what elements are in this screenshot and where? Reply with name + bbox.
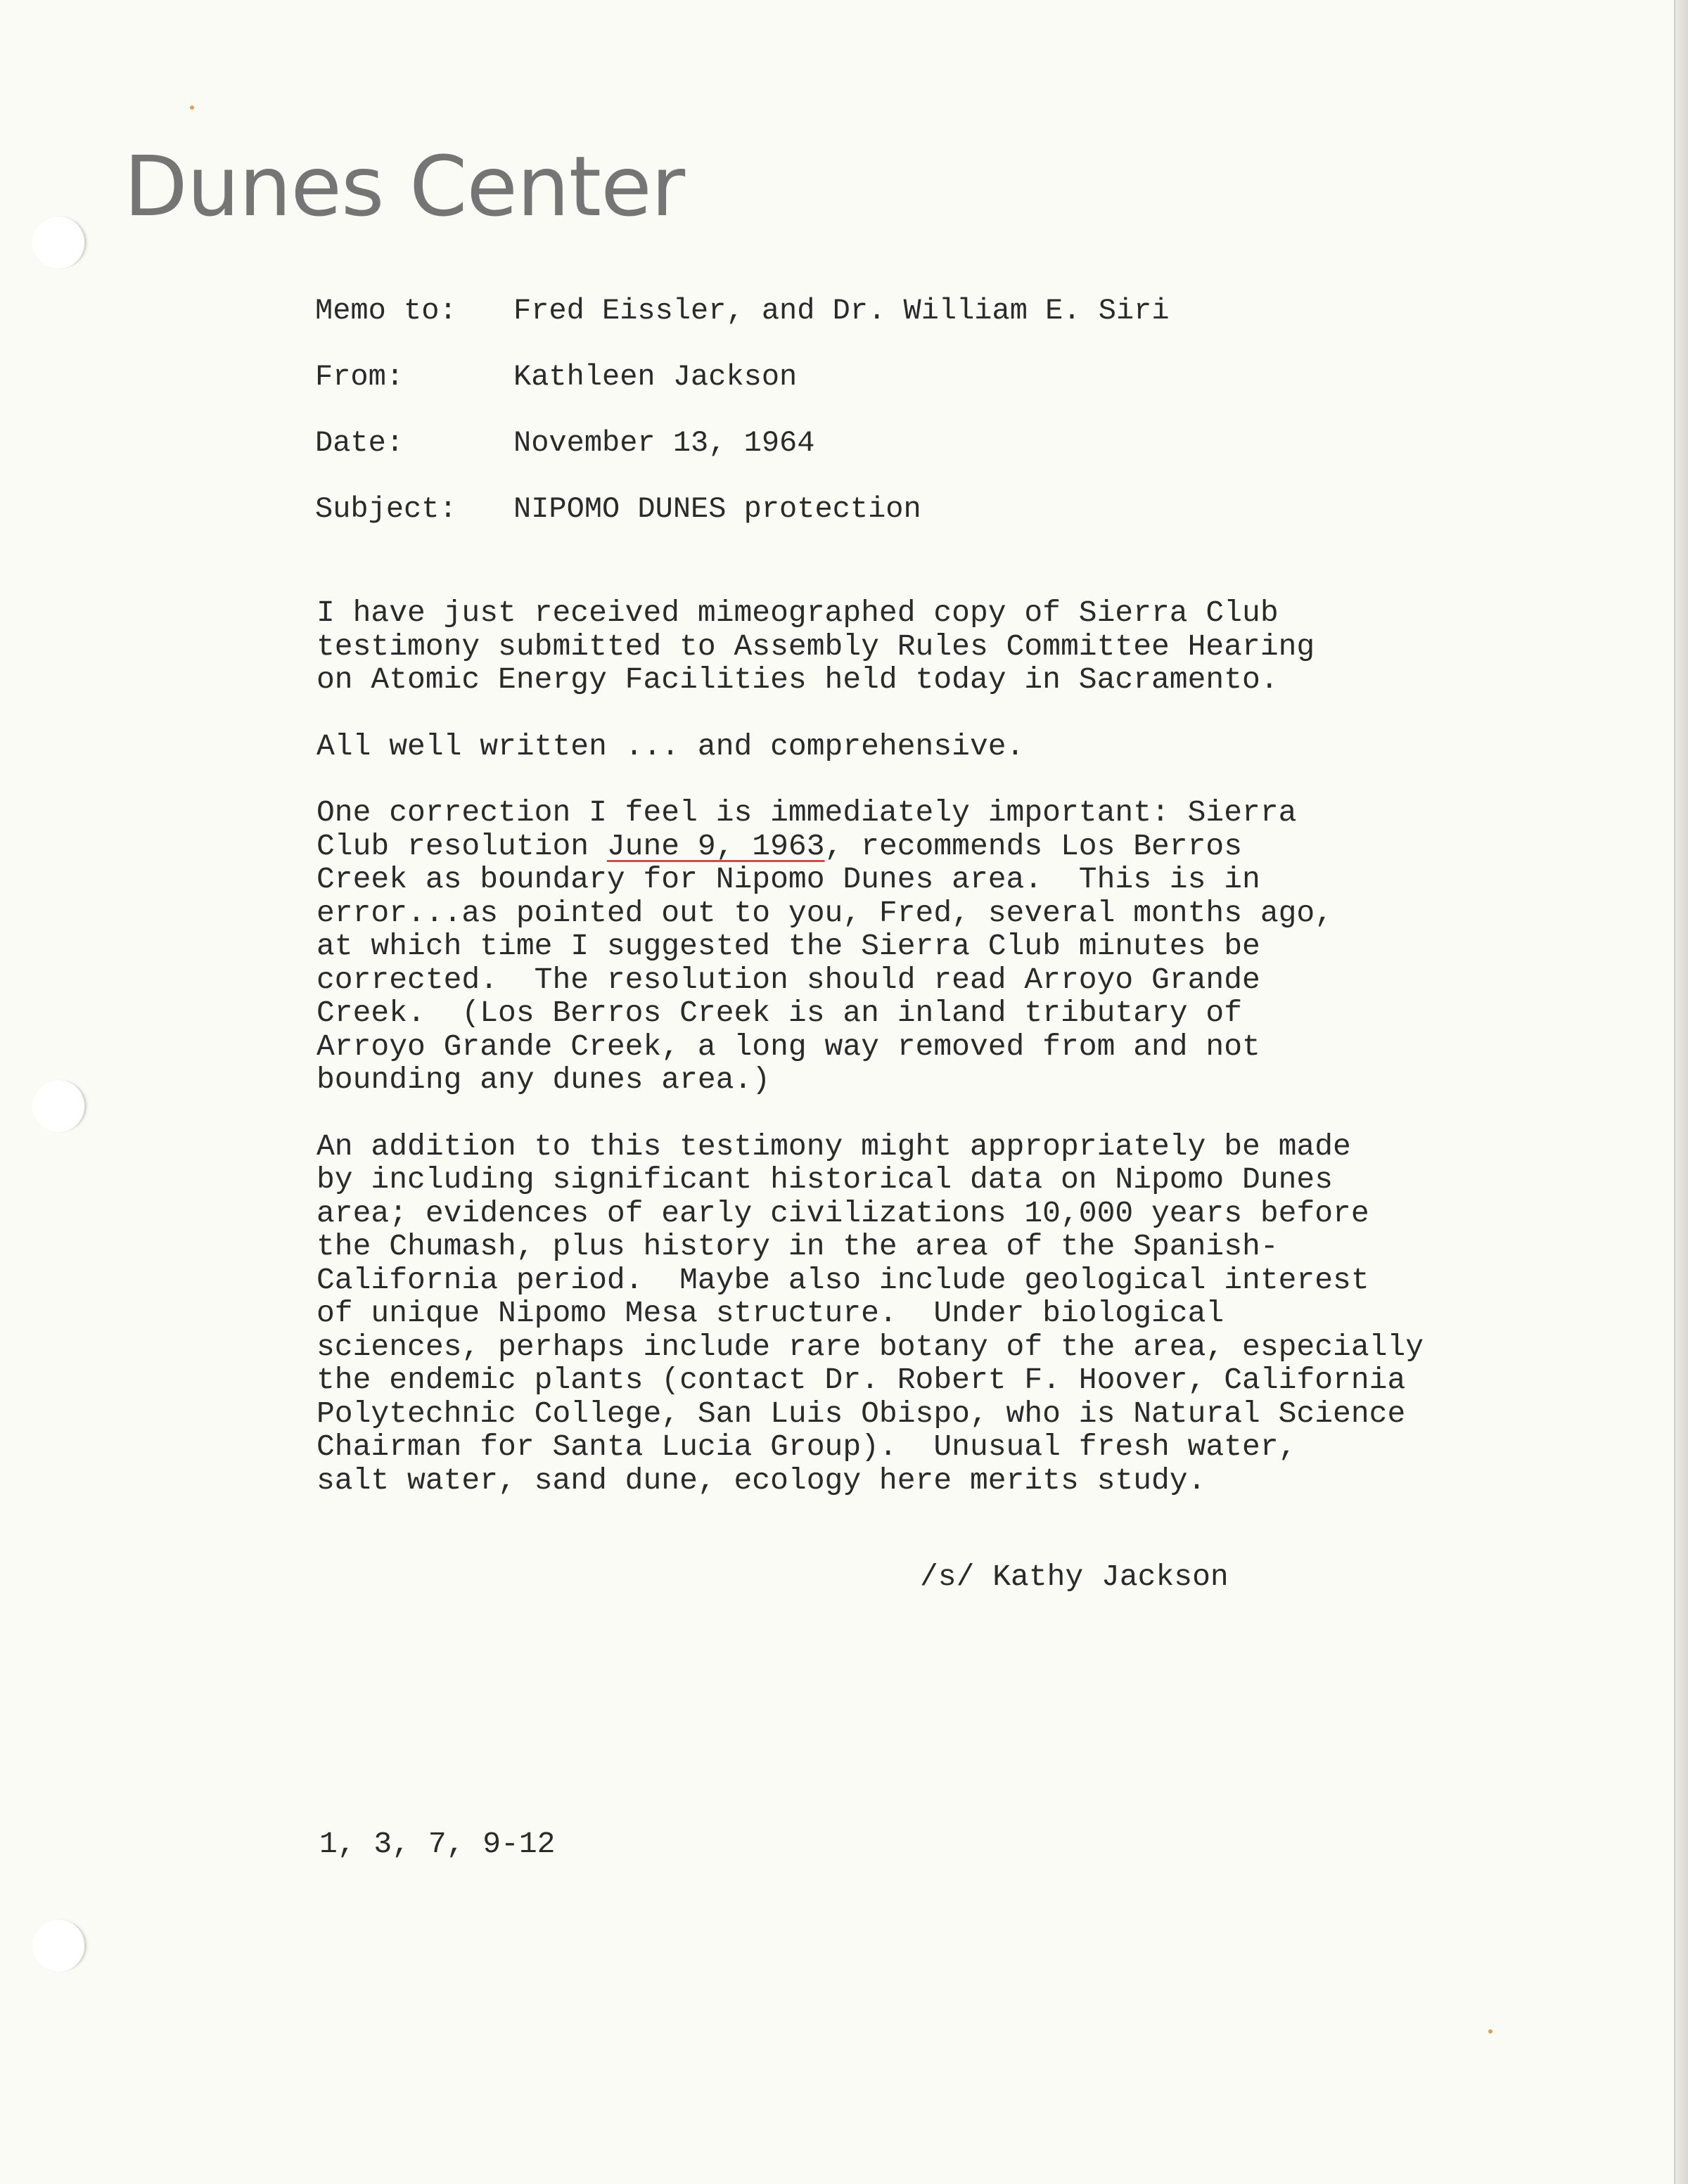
memo-header	[315, 294, 1170, 558]
watermark-dunes-center: Dunes Center	[124, 138, 685, 235]
memo-date-label: Date:	[315, 426, 404, 460]
correction-line-1: One correction I feel is immediately important: Sierra	[316, 795, 1297, 830]
underlined-resolution-date: June 9, 1963	[606, 828, 825, 863]
memo-to-label: Memo to:	[315, 294, 457, 328]
paper-speck	[190, 105, 194, 110]
punch-hole-top	[32, 217, 87, 269]
memo-subject-value: NIPOMO DUNES protection	[513, 492, 921, 526]
correction-line-2-prefix: Club resolution	[316, 828, 607, 863]
memo-to-row	[315, 294, 1170, 360]
page-edge	[1674, 0, 1688, 2184]
correction-remaining-lines: Creek as boundary for Nipomo Dunes area. This is in error...as pointed out to you, Fred, several months ago, at which time I suggested the Sierra Club minutes be corrected. The resolution should read Arroyo Grande Creek. (Los Berros Creek is an inland tributary of Arroyo Grande Creek, a long way removed from and not bounding any dunes area.)	[316, 862, 1334, 1097]
memo-body	[316, 596, 1568, 1530]
punch-hole-bottom	[32, 1920, 87, 1972]
memo-to-value: Fred Eissler, and Dr. William E. Siri	[513, 294, 1170, 328]
correction-line-2-suffix: , recommends Los Berros	[824, 828, 1243, 863]
memo-date-row	[315, 426, 1170, 492]
memo-date-value: November 13, 1964	[513, 426, 815, 460]
memo-from-value: Kathleen Jackson	[513, 360, 798, 394]
memo-from-row	[315, 360, 1170, 426]
paragraph-correction	[316, 796, 1568, 1097]
paper-speck	[1488, 2029, 1492, 2034]
paragraph-received-testimony: I have just received mimeographed copy of Sierra Club testimony submitted to Assembly Rules Committee Hearing on Atomic Energy Facilities held today in Sacramento.	[316, 596, 1315, 697]
memo-subject-label: Subject:	[315, 492, 457, 526]
page-references: 1, 3, 7, 9-12	[319, 1827, 556, 1861]
signature-line: /s/ Kathy Jackson	[920, 1560, 1229, 1594]
paragraph-well-written: All well written ... and comprehensive.	[316, 728, 1025, 764]
paragraph-addition-suggestion: An addition to this testimony might appropriately be made by including significant historical data on Nipomo Dunes area; evidences of early civilizations 10,000 years before the Chumash, plus history in the area of the Spanish- California period. Maybe also include geological interest of unique Nipomo Mesa structure. Under biological sciences, perhaps include rare botany of the area, especially the endemic plants (contact Dr. Robert F. Hoover, California Polytechnic College, San Luis Obispo, who is Natural Science Chairman for Santa Lucia Group). Unusual fresh water, salt water, sand dune, ecology here merits study.	[316, 1129, 1424, 1498]
punch-hole-middle	[32, 1080, 87, 1132]
memo-subject-row	[315, 492, 1170, 558]
memo-from-label: From:	[315, 360, 404, 394]
